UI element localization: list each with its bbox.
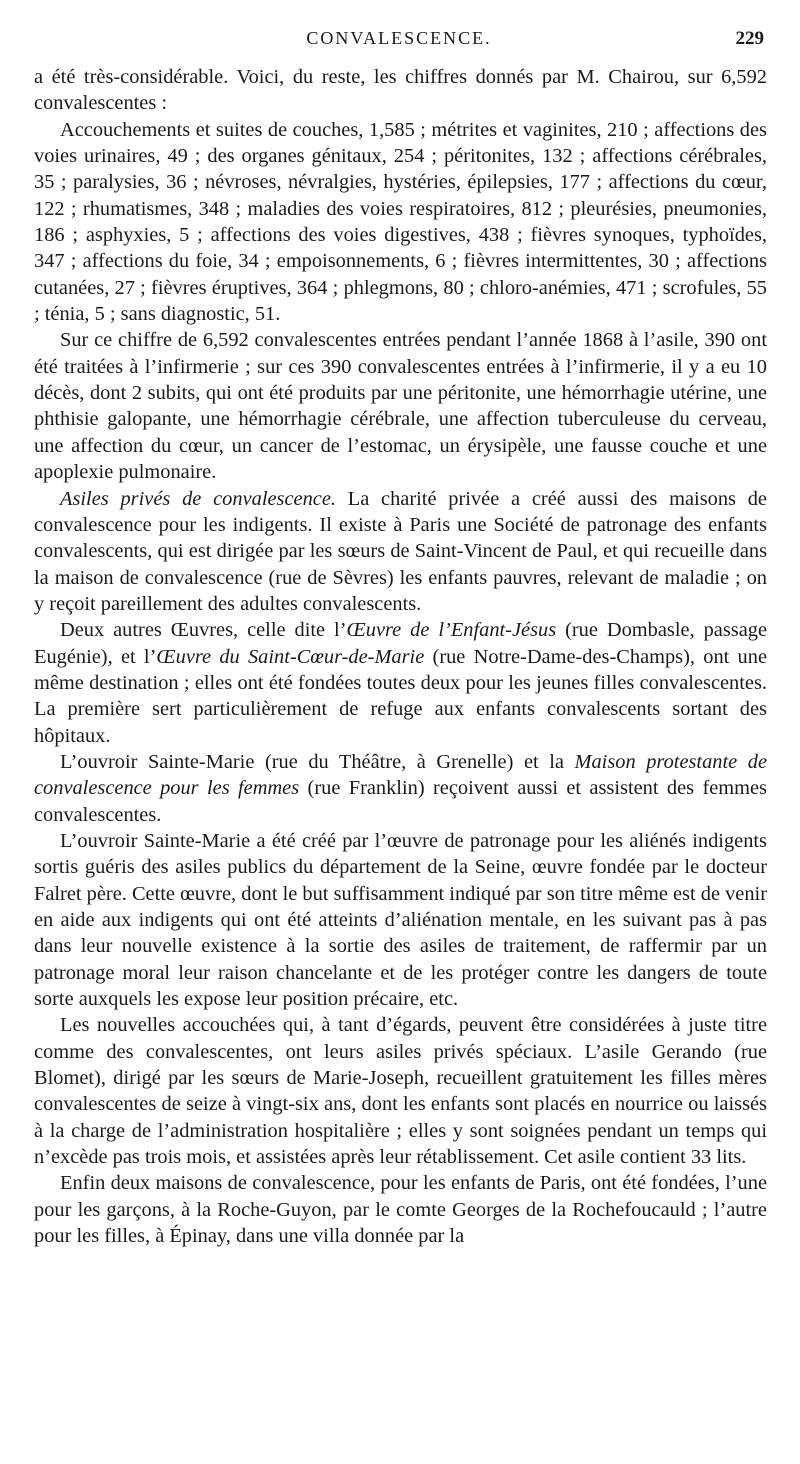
page-header: [34, 28, 764, 54]
paragraph: [34, 1170, 767, 1249]
paragraph: [34, 327, 767, 485]
text-run: (rue Dombasle, passage Eugénie), et l’: [34, 619, 768, 668]
text-run: a été très-considérable. Voici, du reste, les chiffres donnés par M. Chairou, sur 6,592 convalescentes :: [34, 66, 767, 115]
text-run: Les nouvelles accouchées qui, à tant d’égards, peuvent être considérées à juste titre comme des convalescentes, ont leurs asiles privés spéciaux. L’asile Gerando (rue Blomet), dirigé par les sœurs de Marie-Joseph, recueillent gratuitement les filles mères convalescentes de seize à vingt-six ans, dont les enfants sont placés en nourrice ou laissés à la charge de l’administration hospitalière ; elles y sont soignées pendant un temps qui n’excède pas trois mois, et assistées après leur rétablissement. Cet asile contient 33 lits.: [34, 1014, 767, 1169]
text-run: L’ouvroir Sainte-Marie a été créé par l’œuvre de patronage pour les aliénés indigents sortis guéris des asiles publics du département de la Seine, œuvre fondée par le docteur Falret père. Cette œuvre, dont le but suffisamment indiqué par son titre même est de venir en aide aux indigents qui ont été atteints d’aliénation mentale, en les suivant pas à pas dans leur nouvelle existence à la sortie des asiles de traitement, de raffermir par un patronage moral leur raison chancelante et de les protéger contre les dangers de toute sorte auxquels les expose leur position précaire, etc.: [34, 829, 767, 1011]
text-run: (rue Notre-Dame-des-Champs), ont une même destination ; elles ont été fondées toutes deux pour les jeunes filles convalescentes. La première sert particulièrement de refuge aux enfants convalescents sortant des hôpitaux.: [34, 645, 768, 747]
text-run: L’ouvroir Sainte-Marie (rue du Théâtre, à Grenelle) et la: [60, 750, 575, 773]
paragraph: [34, 828, 767, 1012]
running-head: CONVALESCENCE.: [306, 28, 492, 48]
text-run: La charité privée a créé aussi des maisons de convalescence pour les indigents. Il existe à Paris une Société de patronage des enfants convalescents, qui est dirigée par les sœurs de Saint-Vincent de Paul, et qui recueille dans la maison de convalescence (rue de Sèvres) les enfants pauvres, relevant de maladie ; on y reçoit pareillement des adultes convalescents.: [34, 487, 767, 615]
paragraph: [34, 117, 767, 328]
text-run: (rue Franklin) reçoivent aussi et assistent des femmes convalescentes.: [34, 777, 767, 826]
body-text: [34, 64, 767, 1249]
paragraph: [34, 486, 767, 618]
italic-text-run: Œuvre du Saint-Cœur-de-Marie: [156, 645, 425, 668]
paragraph: [34, 1012, 767, 1170]
italic-text-run: Œuvre de l’Enfant-Jésus: [346, 619, 557, 642]
text-run: Accouchements et suites de couches, 1,585 ; métrites et vaginites, 210 ; affections des voies urinaires, 49 ; des organes génitaux, 254 ; péritonites, 132 ; affections cérébrales, 35 ; paralysies, 36 ; névroses, névralgies, hystéries, épilepsies, 177 ; affections du cœur, 122 ; rhumatismes, 348 ; maladies des voies respiratoires, 812 ; pleurésies, pneumonies, 186 ; asphyxies, 5 ; affections des voies digestives, 438 ; fièvres synoques, typhoïdes, 347 ; affections du foie, 34 ; empoisonnements, 6 ; fièvres intermittentes, 30 ; affections cutanées, 27 ; fièvres éruptives, 364 ; phlegmons, 80 ; chloro-anémies, 471 ; scrofules, 55 ; ténia, 5 ; sans diagnostic, 51.: [34, 118, 767, 326]
paragraph: [34, 749, 767, 828]
paragraph: [34, 617, 767, 749]
page-number: 229: [735, 28, 764, 49]
paragraph: [34, 64, 767, 117]
text-run: Deux autres Œuvres, celle dite l’: [60, 619, 347, 642]
text-run: Sur ce chiffre de 6,592 convalescentes entrées pendant l’année 1868 à l’asile, 390 ont été traitées à l’infirmerie ; sur ces 390 convalescentes entrées à l’infirmerie, il y a eu 10 décès, dont 2 subits, qui ont été produits par une péritonite, une hémorrhagie utérine, une phthisie galopante, une hémorrhagie cérébrale, une affection tuberculeuse du cerveau, une affection du cœur, un cancer de l’estomac, un érysipèle, une fausse couche et une apoplexie pulmonaire.: [34, 329, 767, 484]
italic-text-run: Maison protestante de convalescence pour les femmes: [34, 750, 767, 800]
text-run: Enfin deux maisons de convalescence, pour les enfants de Paris, ont été fondées, l’une pour les garçons, à la Roche-Guyon, par le comte Georges de la Rochefoucauld ; l’autre pour les filles, à Épinay, dans une villa donnée par la: [34, 1172, 767, 1248]
italic-text-run: Asiles privés de convalescence.: [60, 487, 336, 510]
